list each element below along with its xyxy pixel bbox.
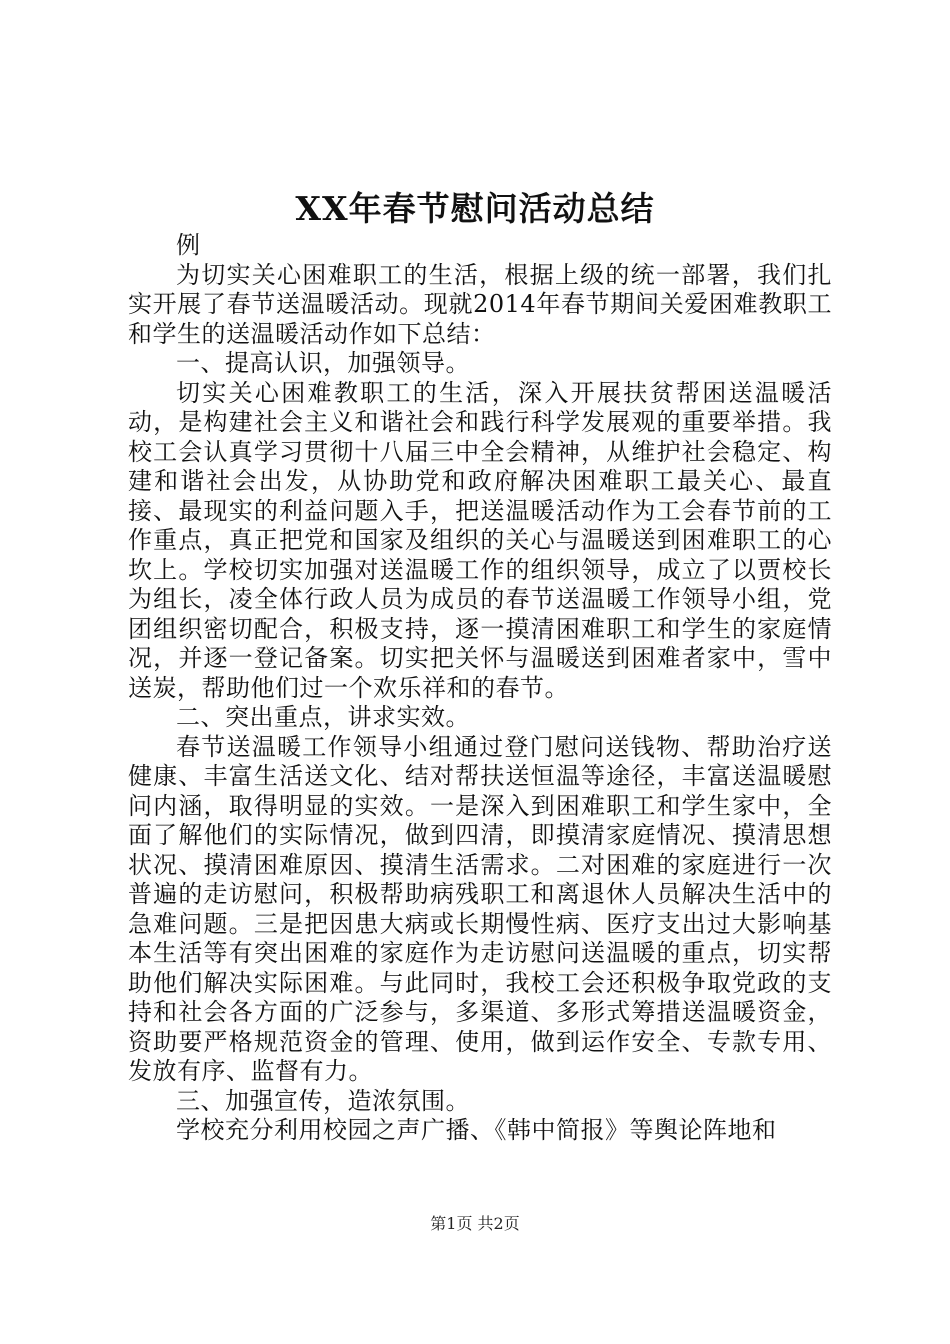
paragraph-intro: 为切实关心困难职工的生活，根据上级的统一部署，我们扎实开展了春节送温暖活动。现就2014年春节期间关爱困难教职工和学生的送温暖活动作如下总结： (128, 260, 832, 348)
paragraph-section-2: 春节送温暖工作领导小组通过登门慰问送钱物、帮助治疗送健康、丰富生活送文化、结对帮扶送恒温等途径，丰富送温暖慰问内涵，取得明显的实效。一是深入到困难职工和学生家中，全面了解他们的实际情况，做到四清，即摸清家庭情况、摸清思想状况、摸清困难原因、摸清生活需求。二对困难的家庭进行一次普遍的走访慰问，积极帮助病残职工和离退休人员解决生活中的急难问题。三是把因患大病或长期慢性病、医疗支出过大影响基本生活等有突出困难的家庭作为走访慰问送温暖的重点，切实帮助他们解决实际困难。与此同时，我校工会还积极争取党政的支持和社会各方面的广泛参与，多渠道、多形式筹措送温暖资金，资助要严格规范资金的管理、使用，做到运作安全、专款专用、发放有序、监督有力。 (128, 732, 832, 1085)
paragraph-section-3: 学校充分利用校园之声广播、《韩中简报》等舆论阵地和 (176, 1116, 777, 1144)
document-title: XX年春节慰问活动总结 (295, 189, 655, 228)
section-heading-3: 三、加强宣传，造浓氛围。 (176, 1086, 470, 1115)
document-body (128, 231, 832, 1146)
section-heading-2: 二、突出重点，讲求实效。 (176, 703, 470, 731)
paragraph-section-1: 切实关心困难教职工的生活，深入开展扶贫帮困送温暖活动，是构建社会主义和谐社会和践行科学发展观的重要举措。我校工会认真学习贯彻十八届三中全会精神，从维护社会稳定、构建和谐社会出发，从协助党和政府解决困难职工最关心、最直接、最现实的利益问题入手，把送温暖活动作为工会春节前的工作重点，真正把党和国家及组织的关心与温暖送到困难职工的心坎上。学校切实加强对送温暖工作的组织领导，成立了以贾校长为组长，凌全体行政人员为成员的春节送温暖工作领导小组，党团组织密切配合，积极支持，逐一摸清困难职工和学生的家庭情况，并逐一登记备案。切实把关怀与温暖送到困难者家中，雪中送炭，帮助他们过一个欢乐祥和的春节。 (128, 378, 832, 702)
paragraph-example: 例 (176, 231, 201, 259)
section-heading-1: 一、提高认识，加强领导。 (176, 349, 470, 377)
page-footer: 第1页 共2页 (430, 1214, 520, 1233)
